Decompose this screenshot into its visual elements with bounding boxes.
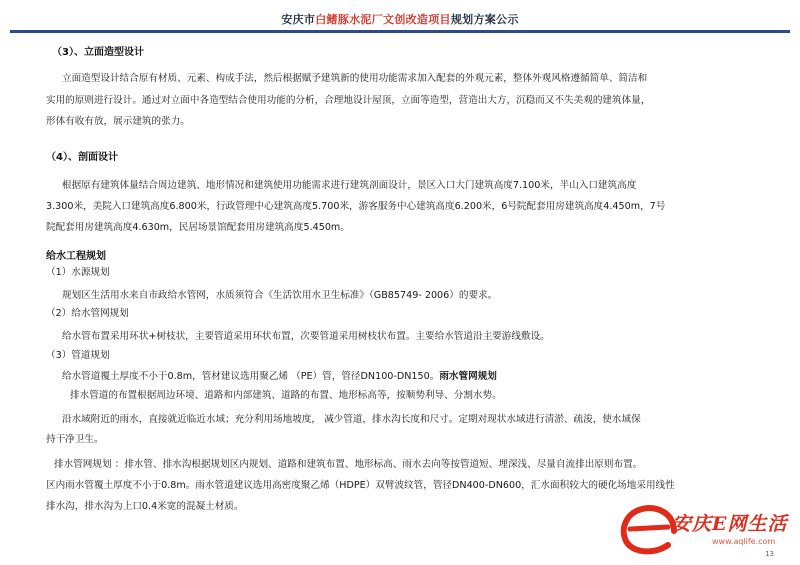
water-sub2-text: 给水管布置采用环状+树枝状，主要管道采用环状布置，次要管道采用树枝状布置。主要给水管道沿主要游线敷设。 bbox=[62, 331, 550, 342]
page-title bbox=[0, 11, 800, 27]
rain-line-4: 排水管网规划 ：排水管、排水沟根据规划区内规划、道路和建筑布置、地形标高、雨水去向等按管道短、埋深浅、尽量自流排出原则布置。 bbox=[54, 459, 643, 470]
site-watermark bbox=[616, 501, 786, 559]
rain-line-3: 持干净卫生。 bbox=[46, 434, 104, 445]
section-3-line-3: 形体有收有放，展示建筑的张力。 bbox=[46, 116, 190, 127]
section-4-line-2: 3.300米，美院入口建筑高度6.800米，行政管理中心建筑高度5.700米，游客服务中心建筑高度6.200米，6号院配套用房建筑高度4.450m，7号 bbox=[46, 201, 666, 212]
header-divider bbox=[10, 30, 790, 33]
title-suffix: 规划方案公示 bbox=[450, 13, 519, 26]
section-4-line-3: 院配套用房建筑高度4.630m，民居场景馆配套用房建筑高度5.450m。 bbox=[46, 222, 350, 233]
water-sub2-title: （2）给水管网规划 bbox=[46, 308, 129, 319]
section-4-heading: （4）、剖面设计 bbox=[46, 152, 118, 163]
rain-line-6: 排水沟，排水沟为上口0.4米宽的混凝土材质。 bbox=[46, 501, 244, 512]
section-3-line-2: 实用的原则进行设计。通过对立面中各造型结合使用功能的分析，合理地设计屋顶，立面等造型，营造出大方，沉稳而又不失美观的建筑体量， bbox=[46, 95, 651, 106]
page-header bbox=[0, 0, 800, 30]
watermark-url: www.aqlife.com bbox=[712, 537, 776, 546]
section-4-line-1: 根据原有建筑体量结合周边建筑、地形情况和建筑使用功能需求进行建筑剖面设计，景区入口大门建筑高度7.100米，半山入口建筑高度 bbox=[62, 180, 637, 191]
water-sub3-title: （3）管道规划 bbox=[46, 350, 110, 361]
title-highlight: 白鳍豚水泥厂文创改造项目 bbox=[315, 13, 451, 26]
water-sub1-text: 规划区生活用水来自市政给水管网，水质须符合《生活饮用水卫生标准》（GB85749- 2006）的要求。 bbox=[62, 290, 498, 301]
water-sub3-line bbox=[62, 370, 497, 383]
page-number: 13 bbox=[765, 550, 774, 558]
section-3-line-1: 立面造型设计结合原有材质、元素、构成手法，然后根据赋予建筑新的使用功能需求加入配套的外观元素，整体外观风格遵循简单、简洁和 bbox=[62, 73, 648, 84]
section-3-heading: （3）、立面造型设计 bbox=[52, 47, 144, 58]
rain-line-5: 区内雨水管覆土厚度不小于0.8m。雨水管道建议选用高密度聚乙烯（HDPE）双臂波纹管，管径DN400-DN600，汇水面积较大的硬化场地采用线性 bbox=[46, 480, 675, 491]
water-sub3-text: 给水管道覆土厚度不小于0.8m，管材建议选用聚乙烯 （PE）管，管径DN100-DN150。 bbox=[62, 371, 440, 382]
water-sub1-title: （1）水源规划 bbox=[46, 267, 110, 278]
rain-line-2: 沿水域附近的雨水，直接就近临近水域；充分利用场地坡度， 减少管道，排水沟长度和尺寸。定期对现状水域进行清淤、疏浚，使水域保 bbox=[62, 414, 641, 425]
rain-heading: 雨水管网规划 bbox=[439, 371, 497, 382]
title-prefix: 安庆市 bbox=[281, 13, 316, 26]
rain-line-1: 排水管道的布置根据周边环境、道路和内部建筑、道路的布置、地形标高等，按顺势利导、分割水势。 bbox=[70, 390, 502, 401]
watermark-text: 安庆E网生活 bbox=[672, 513, 788, 535]
water-heading: 给水工程规划 bbox=[46, 251, 106, 262]
